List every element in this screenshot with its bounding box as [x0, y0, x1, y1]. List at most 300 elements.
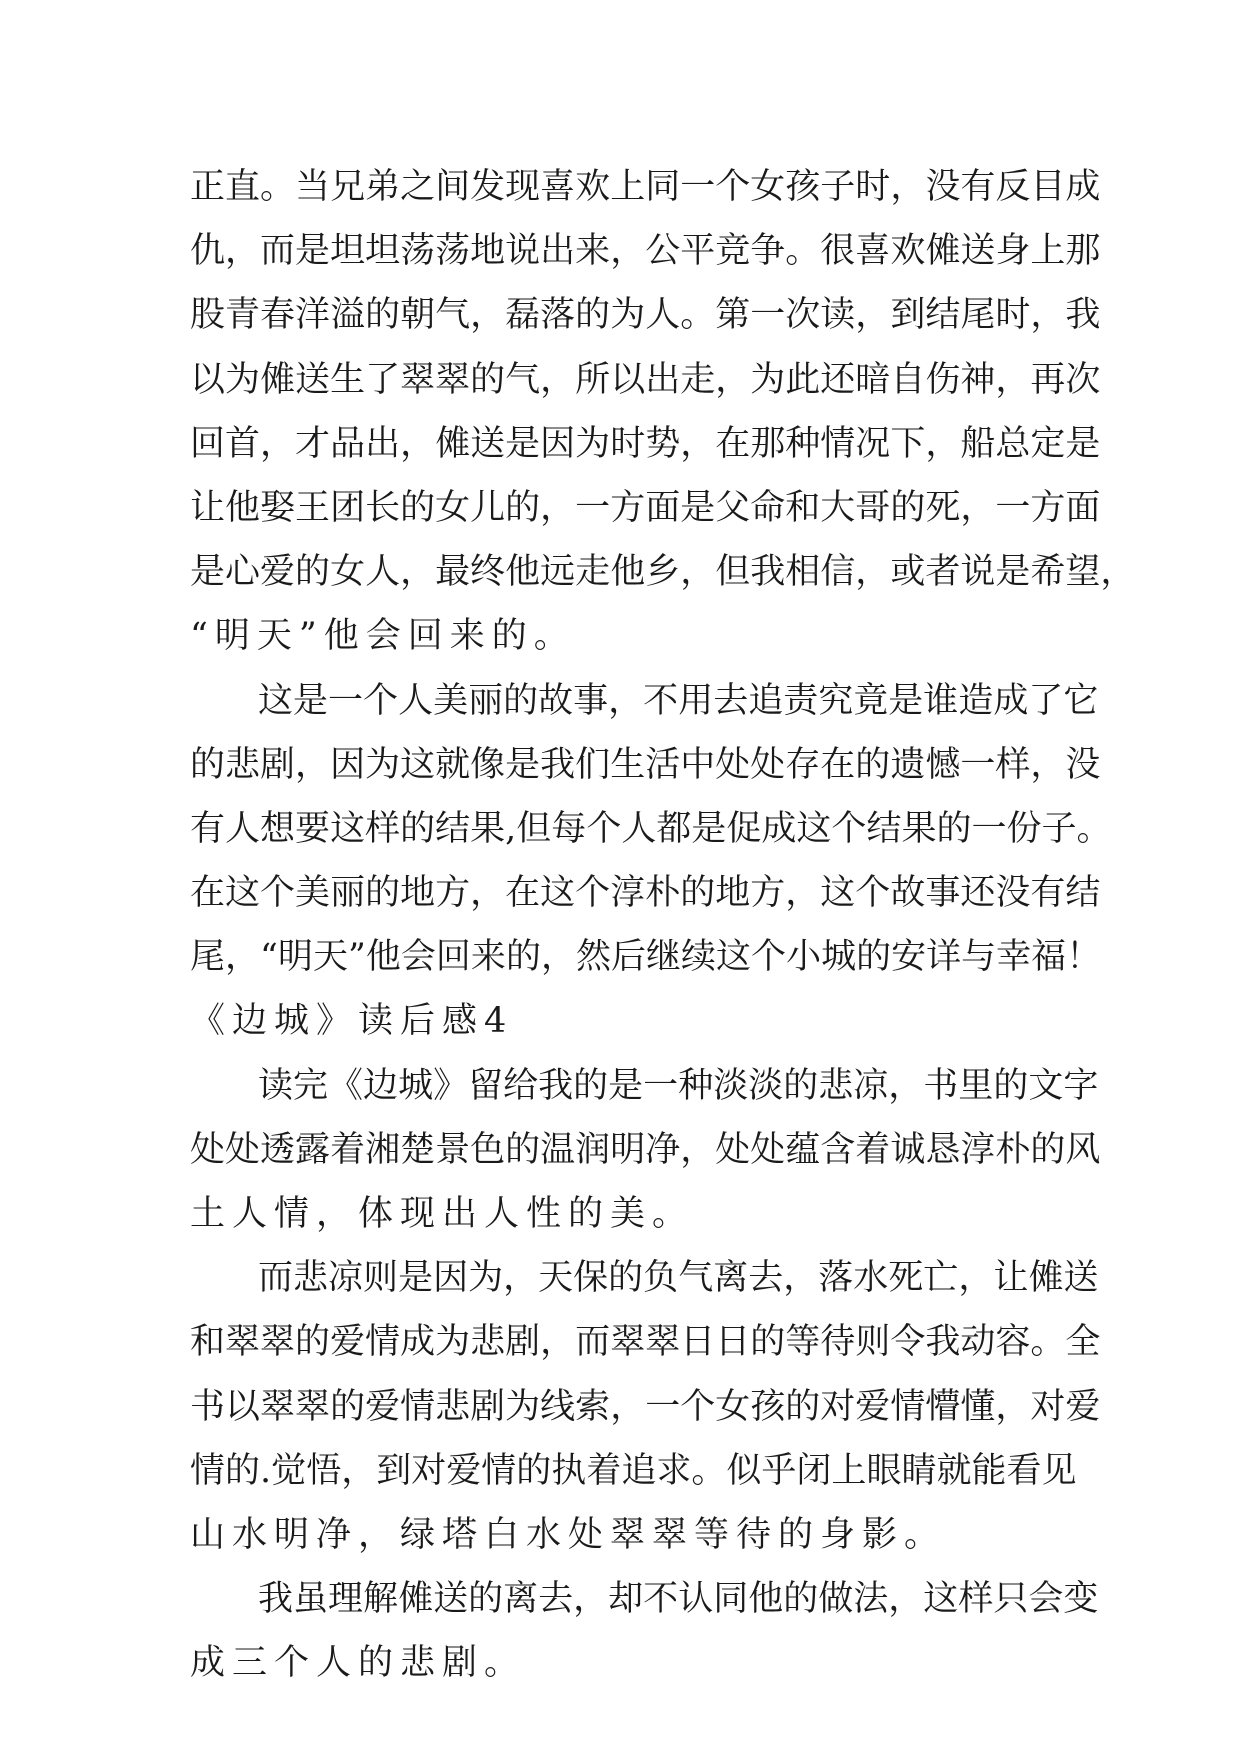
- text-char: 只: [993, 1579, 1029, 1620]
- text-char: 伤: [925, 359, 961, 400]
- text-char: 船: [960, 423, 996, 464]
- text-char: 最: [435, 552, 471, 593]
- text-char: 或: [890, 552, 926, 593]
- text-char: 的: [503, 680, 539, 721]
- text-char: 有: [190, 808, 226, 849]
- text-char: 首: [225, 423, 261, 464]
- text-char: 女: [715, 1386, 751, 1427]
- text-char: 因: [540, 423, 576, 464]
- text-char: 的: [468, 1579, 504, 1620]
- text-char: 所: [575, 359, 611, 400]
- text-line: [190, 1567, 1099, 1631]
- text-char: 等: [785, 1322, 821, 1363]
- text-char: 送: [295, 359, 331, 400]
- text-char: ，: [960, 487, 996, 528]
- text-char: 爱: [1065, 1386, 1101, 1427]
- text-char: 大: [820, 487, 856, 528]
- text-char: 的: [993, 1065, 1029, 1106]
- text-char: 剧: [260, 744, 296, 785]
- text-char: 有: [960, 167, 996, 207]
- text-char: ，: [610, 231, 646, 272]
- text-char: 气: [505, 359, 541, 400]
- text-char: 磊: [505, 295, 541, 336]
- text-char: 觉: [271, 1450, 307, 1491]
- text-char: 长: [365, 487, 401, 528]
- text-char: 乡: [645, 552, 681, 593]
- text-char: 翠: [225, 1322, 261, 1363]
- text-char: 城: [398, 1065, 434, 1106]
- text-char: 这: [716, 937, 752, 978]
- text-char: 丽: [330, 873, 366, 914]
- text-char: 很: [820, 231, 856, 272]
- text-char: ，: [890, 167, 926, 207]
- text-char: 时: [995, 295, 1031, 336]
- text-line: [190, 219, 1101, 283]
- text-char: 公: [645, 231, 681, 272]
- text-char: 是: [295, 231, 331, 272]
- text-char: 的: [225, 1450, 261, 1491]
- text-char: 样: [995, 744, 1031, 785]
- text-char: 个: [715, 167, 751, 207]
- text-char: 生: [610, 744, 646, 785]
- text-char: 才: [295, 423, 331, 464]
- text-char: 凉: [853, 1065, 889, 1106]
- text-char: 的: [505, 937, 541, 978]
- text-char: 似: [726, 1450, 762, 1491]
- text-char: 相: [785, 552, 821, 593]
- text-char: 处: [750, 1129, 786, 1170]
- text-char: 这: [400, 744, 436, 785]
- text-char: 处: [715, 744, 751, 785]
- text-char: 读: [258, 1065, 294, 1106]
- text-char: 上: [1030, 231, 1066, 272]
- text-char: 他: [610, 552, 646, 593]
- text-char: ，: [573, 1579, 609, 1620]
- text-char: 做: [818, 1579, 854, 1620]
- text-char: 果: [470, 808, 506, 849]
- text-char: 美: [433, 680, 469, 721]
- text-char: 会: [400, 937, 436, 978]
- text-char: ，: [680, 1129, 716, 1170]
- text-char: 股: [190, 295, 226, 336]
- text-char: 的: [783, 1065, 819, 1106]
- text-char: 美: [295, 873, 331, 914]
- text-line: [190, 1118, 1101, 1182]
- text-char: 成: [993, 680, 1029, 721]
- text-char: ，: [400, 552, 436, 593]
- text-char: 情: [365, 1322, 401, 1363]
- text-char: 王: [295, 487, 331, 528]
- text-char: 方: [1030, 487, 1066, 528]
- text-char: 福: [1031, 937, 1067, 978]
- text-char: 的: [1030, 1129, 1066, 1170]
- text-char: 是: [691, 808, 727, 849]
- text-char: 气: [435, 295, 471, 336]
- text-char: .: [260, 1450, 272, 1491]
- text-char: 情: [481, 1450, 517, 1491]
- text-char: 是: [608, 1065, 644, 1106]
- text-char: 下: [890, 423, 926, 464]
- text-char: 的: [470, 359, 506, 400]
- text-char: 故: [538, 680, 574, 721]
- text-char: 个: [586, 808, 622, 849]
- text-char: 第: [715, 295, 751, 336]
- text-line: [190, 1439, 1077, 1503]
- text-char: 总: [995, 423, 1031, 464]
- line-text: 《边城》读后感4: [190, 1001, 514, 1042]
- text-char: 理: [328, 1579, 364, 1620]
- text-char: 的: [750, 1322, 786, 1363]
- text-char: 的: [785, 1386, 821, 1427]
- text-char: 的: [505, 1129, 541, 1170]
- text-char: 结: [1065, 873, 1101, 914]
- text-char: 乎: [761, 1450, 797, 1491]
- text-char: 落: [818, 1258, 854, 1299]
- text-char: 喜: [540, 167, 576, 207]
- text-char: 索: [575, 1386, 611, 1427]
- text-char: 人: [398, 680, 434, 721]
- text-char: 弟: [365, 167, 401, 207]
- text-char: 幸: [996, 937, 1032, 978]
- text-char: 信: [820, 552, 856, 593]
- text-char: 一: [328, 680, 364, 721]
- text-char: 结: [866, 808, 902, 849]
- text-line: [190, 283, 1101, 347]
- text-char: 变: [1063, 1579, 1099, 1620]
- text-char: 处: [190, 1129, 226, 1170]
- text-char: 去: [538, 1579, 574, 1620]
- text-char: 是: [505, 423, 541, 464]
- text-char: 看: [1006, 1450, 1042, 1491]
- text-char: 人: [225, 808, 261, 849]
- text-char: 个: [751, 937, 787, 978]
- text-char: 那: [1065, 231, 1101, 272]
- text-char: 反: [995, 167, 1031, 207]
- text-char: 荡: [435, 231, 471, 272]
- text-char: 当: [295, 167, 331, 207]
- text-char: 的: [295, 552, 331, 593]
- text-char: 我: [1065, 295, 1101, 336]
- text-line: [190, 1246, 1099, 1310]
- text-char: 的: [190, 744, 226, 785]
- text-char: 中: [680, 744, 716, 785]
- text-char: ，: [470, 873, 506, 914]
- text-line: [190, 476, 1101, 540]
- text-char: 活: [645, 744, 681, 785]
- text-char: ，: [888, 1065, 924, 1106]
- text-char: 续: [681, 937, 717, 978]
- text-line: [190, 797, 1112, 861]
- text-char: 走: [575, 552, 611, 593]
- text-char: 个: [260, 873, 296, 914]
- text-char: ,: [505, 808, 517, 849]
- text-char: 上: [831, 1450, 867, 1491]
- text-char: 爱: [446, 1450, 482, 1491]
- text-char: ，: [260, 423, 296, 464]
- text-char: 悲: [435, 1386, 471, 1427]
- text-char: 落: [540, 295, 576, 336]
- text-char: 份: [1006, 808, 1042, 849]
- text-char: 眼: [866, 1450, 902, 1491]
- text-char: 的: [890, 487, 926, 528]
- text-char: 是: [398, 1258, 434, 1299]
- text-char: 是: [888, 680, 924, 721]
- text-char: 与: [961, 937, 997, 978]
- text-char: 是: [1065, 423, 1101, 464]
- text-char: 到: [376, 1450, 412, 1491]
- text-char: 地: [715, 873, 751, 914]
- text-char: 翠: [645, 1322, 681, 1363]
- text-char: 个: [680, 1386, 716, 1427]
- text-char: 方: [610, 487, 646, 528]
- text-char: 凉: [328, 1258, 364, 1299]
- text-char: 。: [680, 295, 716, 336]
- text-char: ，: [995, 359, 1031, 400]
- text-char: 书: [190, 1386, 226, 1427]
- text-char: 青: [225, 295, 261, 336]
- text-char: 间: [435, 167, 471, 207]
- text-char: 。: [1076, 808, 1112, 849]
- text-char: ，: [785, 873, 821, 914]
- text-char: 则: [363, 1258, 399, 1299]
- text-char: 在: [820, 744, 856, 785]
- text-char: 命: [750, 487, 786, 528]
- text-char: ，: [341, 1450, 377, 1491]
- text-char: 我: [538, 1065, 574, 1106]
- text-char: 没: [925, 167, 961, 207]
- text-char: 来: [575, 231, 611, 272]
- text-char: 况: [855, 423, 891, 464]
- text-char: 傩: [925, 231, 961, 272]
- text-char: 和: [190, 1322, 226, 1363]
- text-char: 的: [936, 808, 972, 849]
- text-char: ，: [540, 937, 576, 978]
- text-char: 走: [680, 359, 716, 400]
- text-char: 成: [1065, 167, 1101, 207]
- text-char: 追: [748, 680, 784, 721]
- text-char: 见: [1041, 1450, 1077, 1491]
- text-char: 因: [433, 1258, 469, 1299]
- text-char: 女: [330, 552, 366, 593]
- text-char: 城: [821, 937, 857, 978]
- text-char: 是: [995, 552, 1031, 593]
- text-char: 说: [505, 231, 541, 272]
- text-char: 的: [400, 487, 436, 528]
- text-char: 还: [960, 873, 996, 914]
- text-char: 我: [540, 744, 576, 785]
- text-char: 因: [330, 744, 366, 785]
- text-line: [190, 540, 1136, 604]
- text-char: 不: [643, 1579, 679, 1620]
- text-char: 发: [470, 167, 506, 207]
- text-char: 对: [1030, 1386, 1066, 1427]
- text-char: ”: [347, 937, 366, 978]
- text-char: 上: [610, 167, 646, 207]
- text-char: 孩: [785, 167, 821, 207]
- text-char: 谁: [923, 680, 959, 721]
- text-char: 再: [1030, 359, 1066, 400]
- text-char: 尾: [960, 295, 996, 336]
- text-char: 暗: [855, 359, 891, 400]
- text-char: 这: [796, 808, 832, 849]
- text-char: 然: [575, 937, 611, 978]
- text-char: 地: [400, 873, 436, 914]
- text-char: 丽: [468, 680, 504, 721]
- text-char: 个: [363, 680, 399, 721]
- text-char: 送: [1063, 1258, 1099, 1299]
- text-line: [190, 861, 1101, 925]
- text-char: 天: [538, 1258, 574, 1299]
- text-char: 的: [856, 937, 892, 978]
- text-char: 淳: [960, 1129, 996, 1170]
- text-char: 究: [818, 680, 854, 721]
- text-line: [190, 1503, 1070, 1567]
- text-line: [190, 989, 1070, 1053]
- text-char: 一: [643, 1065, 679, 1106]
- text-char: ，: [1030, 744, 1066, 785]
- text-char: ，: [1030, 295, 1066, 336]
- text-char: 个: [855, 873, 891, 914]
- text-char: 洋: [295, 295, 331, 336]
- text-char: 这: [225, 873, 261, 914]
- text-char: 哥: [855, 487, 891, 528]
- text-char: 一: [960, 744, 996, 785]
- text-char: 女: [435, 487, 471, 528]
- text-char: 仇: [190, 231, 226, 272]
- text-char: 神: [960, 359, 996, 400]
- text-char: 情: [890, 1386, 926, 1427]
- text-char: 闭: [796, 1450, 832, 1491]
- text-line: [190, 155, 1101, 219]
- text-char: 全: [1065, 1322, 1101, 1363]
- text-char: 出: [645, 359, 681, 400]
- text-char: ！: [1066, 937, 1102, 978]
- text-char: 了: [365, 359, 401, 400]
- text-char: 死: [888, 1258, 924, 1299]
- text-char: 淡: [713, 1065, 749, 1106]
- text-char: 为: [750, 359, 786, 400]
- text-line: [190, 1375, 1101, 1439]
- text-char: 留: [468, 1065, 504, 1106]
- text-char: 风: [1065, 1129, 1101, 1170]
- text-char: 为: [435, 1322, 471, 1363]
- text-char: 他: [748, 1579, 784, 1620]
- text-char: ，: [855, 552, 891, 593]
- text-char: 时: [610, 423, 646, 464]
- text-char: 死: [925, 487, 961, 528]
- text-char: 剧: [505, 1322, 541, 1363]
- text-char: 朴: [995, 1129, 1031, 1170]
- text-char: 认: [678, 1579, 714, 1620]
- text-char: 悲: [470, 1322, 506, 1363]
- text-char: 虽: [293, 1579, 329, 1620]
- text-char: ，: [1100, 552, 1136, 593]
- text-char: 坦: [365, 231, 401, 272]
- text-char: 每: [551, 808, 587, 849]
- text-char: 这: [820, 873, 856, 914]
- text-char: 一: [680, 167, 716, 207]
- text-char: 悟: [306, 1450, 342, 1491]
- text-char: 样: [958, 1579, 994, 1620]
- text-char: 处: [225, 1129, 261, 1170]
- text-char: 悲: [293, 1258, 329, 1299]
- text-char: 淳: [610, 873, 646, 914]
- text-char: ，: [680, 423, 716, 464]
- text-char: 的: [516, 1450, 552, 1491]
- text-char: 面: [645, 487, 681, 528]
- text-char: ，: [540, 359, 576, 400]
- text-char: 保: [573, 1258, 609, 1299]
- text-char: 坦: [330, 231, 366, 272]
- text-char: 读: [820, 295, 856, 336]
- text-char: 朴: [645, 873, 681, 914]
- text-char: 了: [1028, 680, 1064, 721]
- text-char: 恳: [925, 1129, 961, 1170]
- text-char: 线: [540, 1386, 576, 1427]
- text-char: 着: [586, 1450, 622, 1491]
- text-char: ，: [925, 423, 961, 464]
- text-char: 《: [328, 1065, 364, 1106]
- text-char: 正: [190, 167, 226, 207]
- text-char: 方: [750, 873, 786, 914]
- text-char: 子: [1041, 808, 1077, 849]
- text-char: 以: [225, 1386, 261, 1427]
- text-char: 溢: [330, 295, 366, 336]
- text-char: 让: [190, 487, 226, 528]
- text-char: ，: [400, 423, 436, 464]
- text-line: [190, 1182, 1070, 1246]
- text-char: 气: [678, 1258, 714, 1299]
- text-char: 他: [365, 937, 401, 978]
- text-char: 这: [540, 873, 576, 914]
- text-char: 在: [715, 423, 751, 464]
- text-char: 团: [330, 487, 366, 528]
- text-char: 造: [958, 680, 994, 721]
- text-char: ，: [225, 937, 261, 978]
- text-char: 直: [225, 167, 261, 207]
- text-char: 情: [190, 1450, 226, 1491]
- text-char: 剧: [470, 1386, 506, 1427]
- text-char: 春: [260, 295, 296, 336]
- text-char: 不: [643, 680, 679, 721]
- text-char: 定: [1030, 423, 1066, 464]
- text-char: 望: [1065, 552, 1101, 593]
- text-char: 》: [433, 1065, 469, 1106]
- text-line: [190, 348, 1101, 412]
- text-char: 的: [783, 1579, 819, 1620]
- text-char: 面: [1065, 487, 1101, 528]
- text-char: 的: [330, 1386, 366, 1427]
- text-char: 像: [470, 744, 506, 785]
- text-char: 人: [365, 552, 401, 593]
- text-char: 着: [855, 1129, 891, 1170]
- text-char: 悲: [818, 1065, 854, 1106]
- text-char: 争: [750, 231, 786, 272]
- text-char: 还: [820, 359, 856, 400]
- text-char: 翠: [610, 1322, 646, 1363]
- text-char: ，: [470, 295, 506, 336]
- text-line: [190, 1631, 1070, 1695]
- text-char: 喜: [855, 231, 891, 272]
- text-char: 而: [258, 1258, 294, 1299]
- text-char: 一: [750, 295, 786, 336]
- text-char: 故: [890, 873, 926, 914]
- text-char: 那: [750, 423, 786, 464]
- text-char: 它: [1063, 680, 1099, 721]
- text-char: 傩: [260, 359, 296, 400]
- text-char: 同: [713, 1579, 749, 1620]
- text-char: 的: [400, 808, 436, 849]
